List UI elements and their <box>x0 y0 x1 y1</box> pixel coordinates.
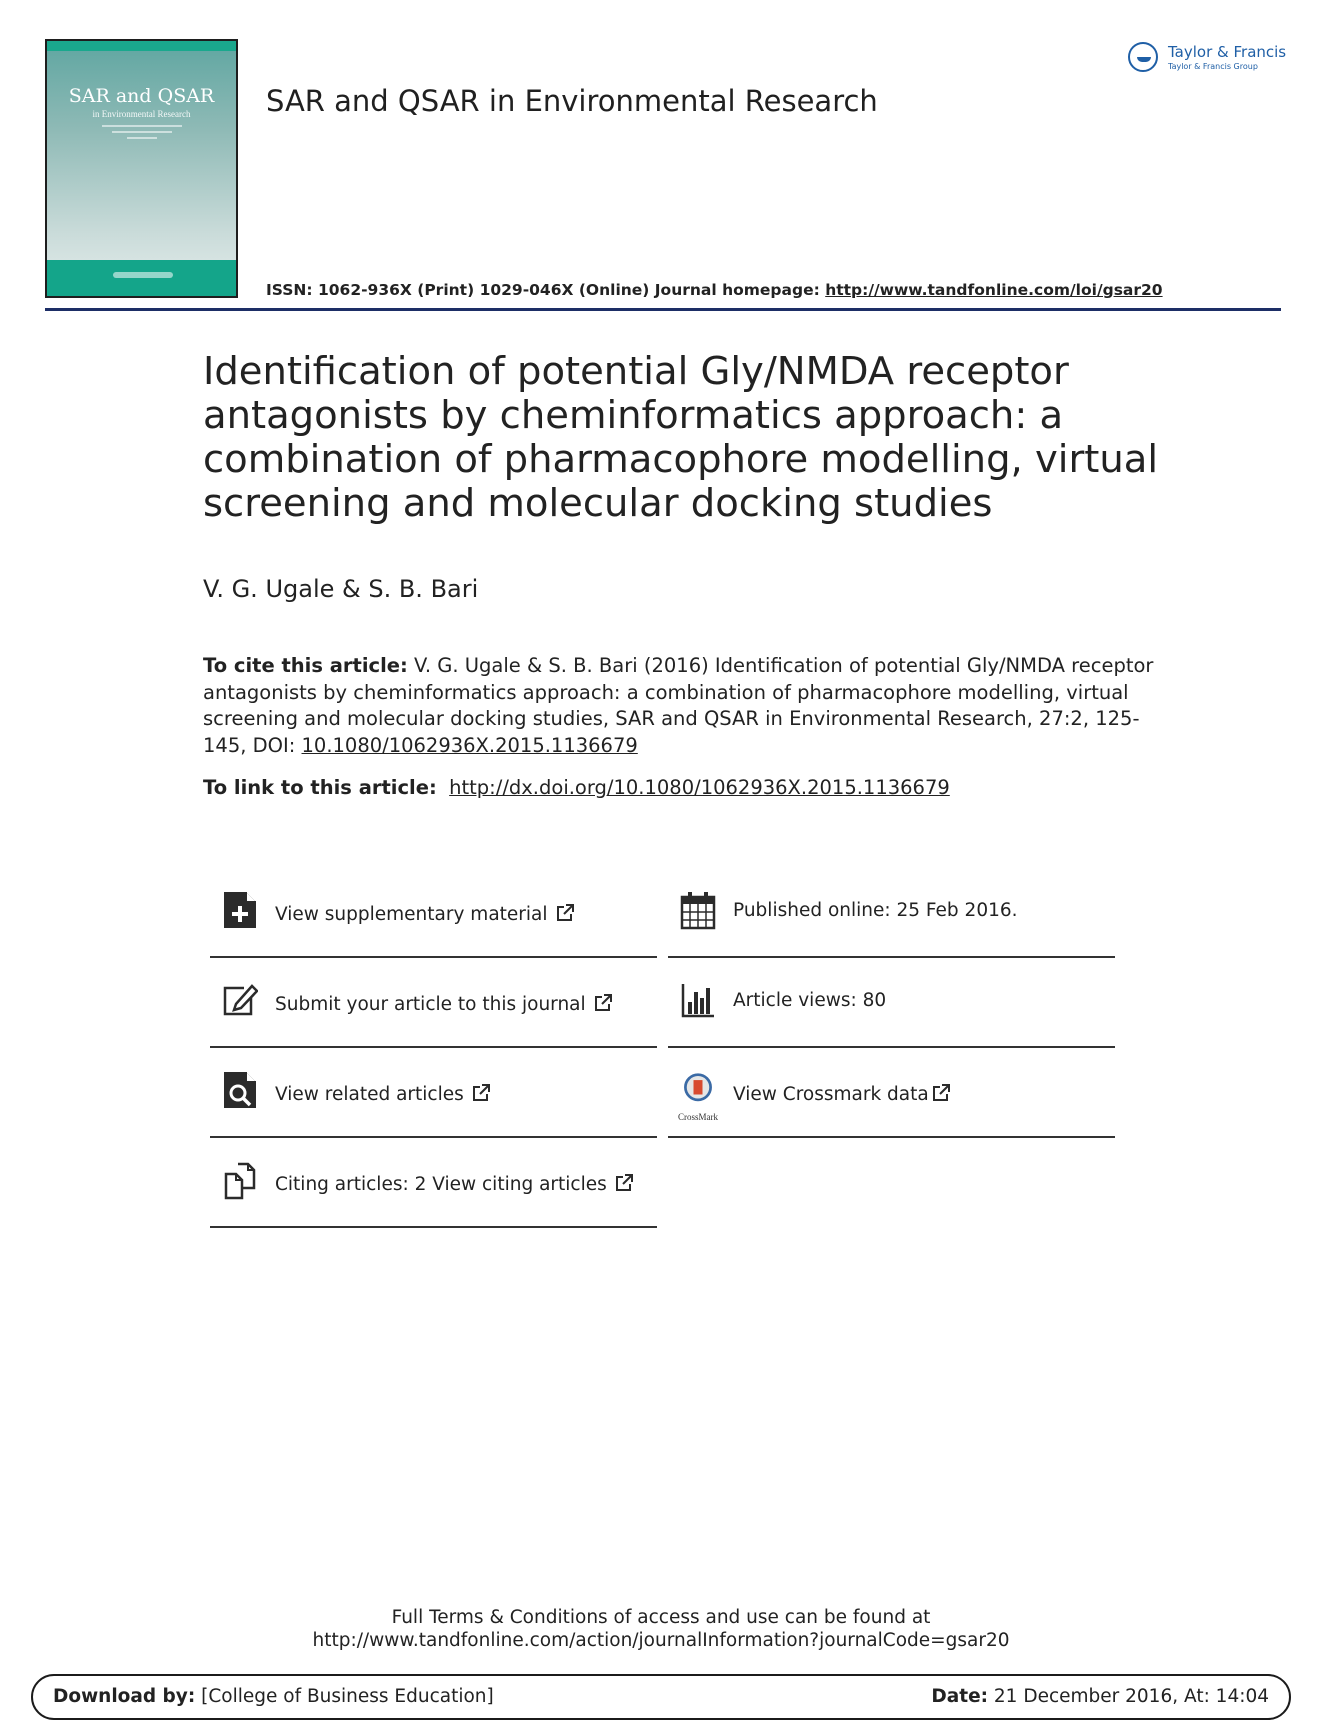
download-info-bar <box>31 1674 1291 1720</box>
citation-block <box>203 653 1163 759</box>
edit-pencil-icon <box>222 980 258 1020</box>
submit-article-cell[interactable] <box>210 958 657 1048</box>
issn-text: ISSN: 1062-936X (Print) 1029-046X (Online) Journal homepage: <box>266 281 826 299</box>
terms-url-link[interactable]: http://www.tandfonline.com/action/journalInformation?journalCode=gsar20 <box>312 1630 1010 1651</box>
article-title: Identification of potential Gly/NMDA receptor antagonists by cheminformatics approach: a combination of pharmacophore modelling, virtual screening and molecular docking studies <box>203 349 1159 526</box>
crossmark-icon <box>680 1070 716 1110</box>
cite-label: To cite this article: <box>203 654 408 677</box>
external-link-icon <box>594 994 612 1012</box>
cell-divider <box>210 1226 657 1228</box>
crossmark-caption: CrossMark <box>678 1112 718 1122</box>
link-label: To link to this article: <box>203 776 437 799</box>
header-divider <box>45 308 1281 311</box>
cell-divider <box>668 1136 1115 1138</box>
published-online-date: Published online: 25 Feb 2016. <box>733 900 1018 921</box>
published-online-cell <box>668 868 1115 958</box>
publisher-logo[interactable] <box>1128 40 1288 76</box>
article-views-count: Article views: 80 <box>733 990 887 1011</box>
external-link-icon <box>472 1084 490 1102</box>
document-search-icon <box>222 1070 258 1110</box>
terms-notice <box>0 1606 1322 1652</box>
publisher-name: Taylor & Francis <box>1168 43 1287 61</box>
cite-text: V. G. Ugale & S. B. Bari (2016) Identification of potential Gly/NMDA receptor antagonists by cheminformatics approach: a combination of pharmacophore modelling, virtual screening and molecular docking studies, SAR and QSAR in Environmental Research, 27:2, 125-145, DOI: <box>203 654 1154 757</box>
publisher-logo-icon <box>1128 42 1158 72</box>
view-supplementary-link[interactable]: View supplementary material <box>275 904 574 925</box>
documents-icon <box>222 1160 258 1200</box>
article-views-cell <box>668 958 1115 1048</box>
view-citing-articles-link[interactable]: Citing articles: 2 View citing articles <box>275 1174 633 1195</box>
cover-bottom-band <box>47 260 236 296</box>
external-link-icon <box>932 1084 950 1102</box>
document-plus-icon <box>222 890 258 930</box>
cover-subtitle: in Environmental Research <box>92 109 191 119</box>
journal-homepage-link[interactable]: http://www.tandfonline.com/loi/gsar20 <box>825 281 1163 299</box>
download-date: Date: 21 December 2016, At: 14:04 <box>931 1686 1269 1707</box>
article-authors: V. G. Ugale & S. B. Bari <box>203 575 479 603</box>
issn-line <box>266 281 1163 299</box>
cover-title: SAR and QSAR <box>68 85 215 107</box>
citing-articles-cell[interactable] <box>210 1138 657 1228</box>
journal-name: SAR and QSAR in Environmental Research <box>266 84 878 118</box>
publisher-group: Taylor & Francis Group <box>1168 62 1258 71</box>
submit-article-link[interactable]: Submit your article to this journal <box>275 994 612 1015</box>
crossmark-cell[interactable] <box>668 1048 1115 1138</box>
terms-line-1: Full Terms & Conditions of access and use can be found at <box>391 1607 931 1628</box>
doi-link[interactable]: 10.1080/1062936X.2015.1136679 <box>301 733 638 757</box>
article-doi-url-link[interactable]: http://dx.doi.org/10.1080/1062936X.2015.1136679 <box>449 776 950 799</box>
cover-top-band <box>47 41 236 51</box>
calendar-icon <box>680 890 716 930</box>
view-crossmark-link[interactable]: View Crossmark data <box>733 1084 950 1105</box>
view-related-articles-link[interactable]: View related articles <box>275 1084 490 1105</box>
download-by: Download by: [College of Business Education] <box>53 1686 494 1707</box>
article-link-line <box>203 776 950 799</box>
cover-text-lines <box>97 125 187 143</box>
external-link-icon <box>556 904 574 922</box>
external-link-icon <box>615 1174 633 1192</box>
supplementary-material-cell[interactable] <box>210 868 657 958</box>
journal-cover-image <box>45 39 238 298</box>
related-articles-cell[interactable] <box>210 1048 657 1138</box>
bar-chart-icon <box>680 980 716 1020</box>
